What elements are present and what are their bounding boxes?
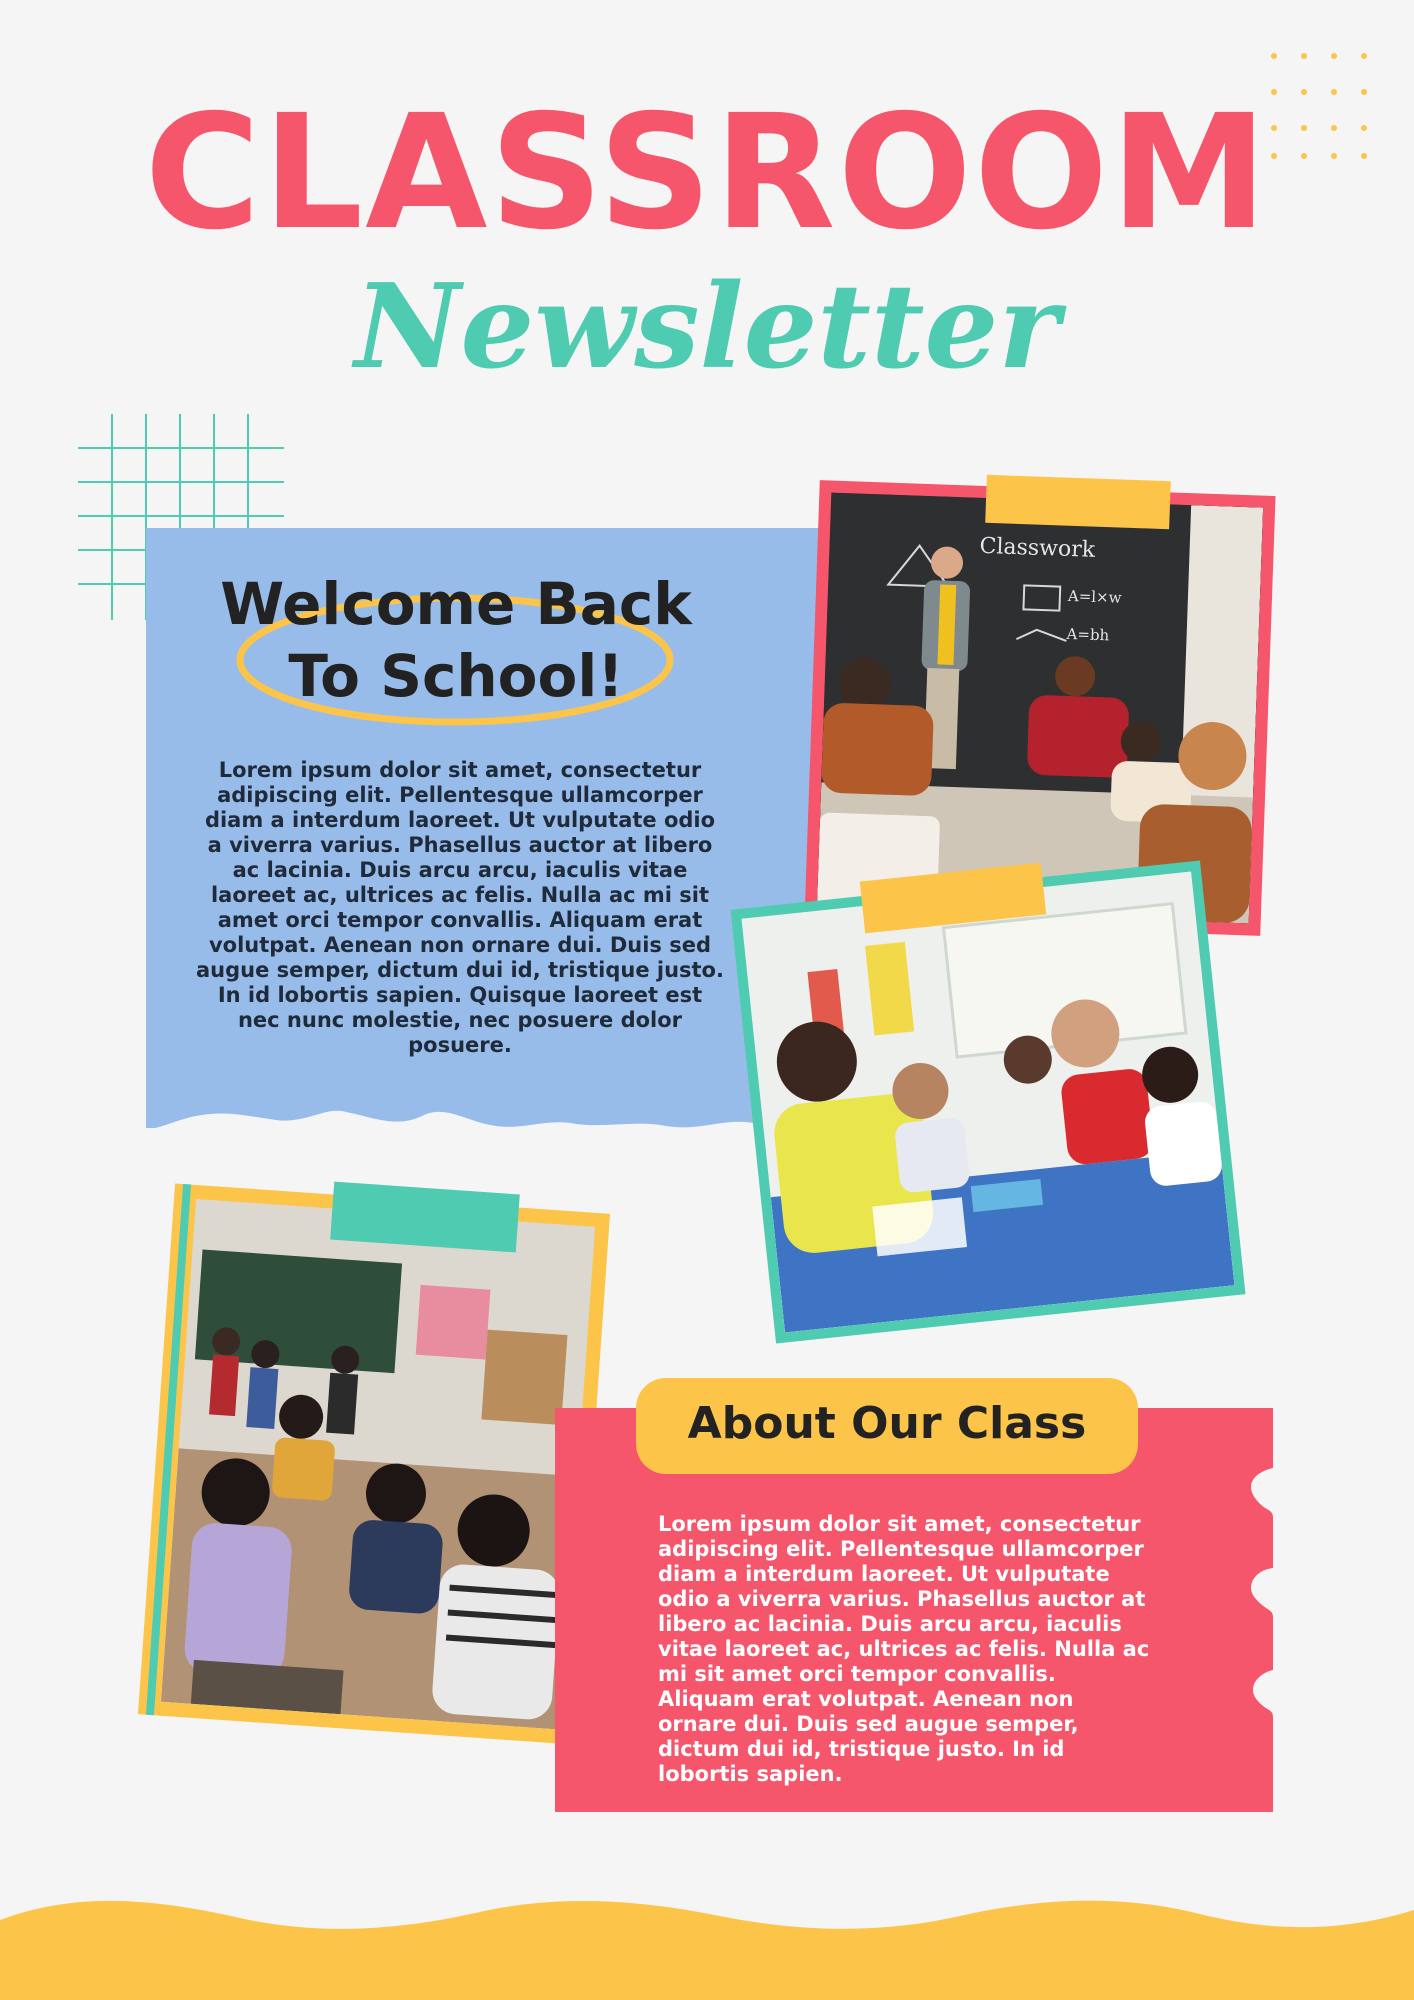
page-title: CLASSROOM [144,81,1270,265]
highfive-scene-icon [741,872,1234,1333]
welcome-heading [146,568,766,712]
about-body-text: Lorem ipsum dolor sit amet, consectetur adipiscing elit. Pellentesque ullamcorper diam a interdum laoreet. Ut vulputate odio a viverra varius. Phasellus auctor at libero ac lacinia. Duis arcu arcu, iaculis vitae laoreet ac, ultrices ac felis. Nulla ac mi sit amet orci tempor convallis. Aliquam erat volutpat. Aenean non ornare dui. Duis sed augue semper, dictum dui id, tristique justo. In id lobortis sapien. [658,1512,1150,1786]
wave-decoration-icon [0,1890,1414,2000]
photo-frame-highfive [731,861,1246,1344]
about-heading: About Our Class [687,1398,1087,1449]
chalkboard-formula-1: A=l×w [1067,586,1122,607]
page-subtitle: Newsletter [354,259,1060,395]
chalkboard-photo [817,493,1263,924]
tape-strip-icon [985,475,1171,529]
highfive-photo [741,872,1234,1333]
welcome-heading-line2: To School! [288,642,624,710]
dot-grid-decoration-icon [1264,46,1404,166]
chalkboard-formula-2: A=bh [1066,624,1110,645]
photo-frame-classroom [138,1183,610,1744]
classroom-photo [161,1199,595,1730]
welcome-body-text: Lorem ipsum dolor sit amet, consectetur adipiscing elit. Pellentesque ullamcorper diam a interdum laoreet. Ut vulputate odio a viverra varius. Phasellus auctor at libero ac lacinia. Duis arcu arcu, iaculis vitae laoreet ac, ultrices ac felis. Nulla ac mi sit amet orci tempor convallis. Aliquam erat volutpat. Aenean non ornare dui. Duis sed augue semper, dictum dui id, tristique justo. In id lobortis sapien. Quisque laoreet est nec nunc molestie, nec posuere dolor posuere. [196,758,724,1057]
welcome-heading-line1: Welcome Back [220,570,692,638]
chalkboard-heading: Classwork [979,533,1096,563]
classroom-scene-icon [161,1199,595,1730]
